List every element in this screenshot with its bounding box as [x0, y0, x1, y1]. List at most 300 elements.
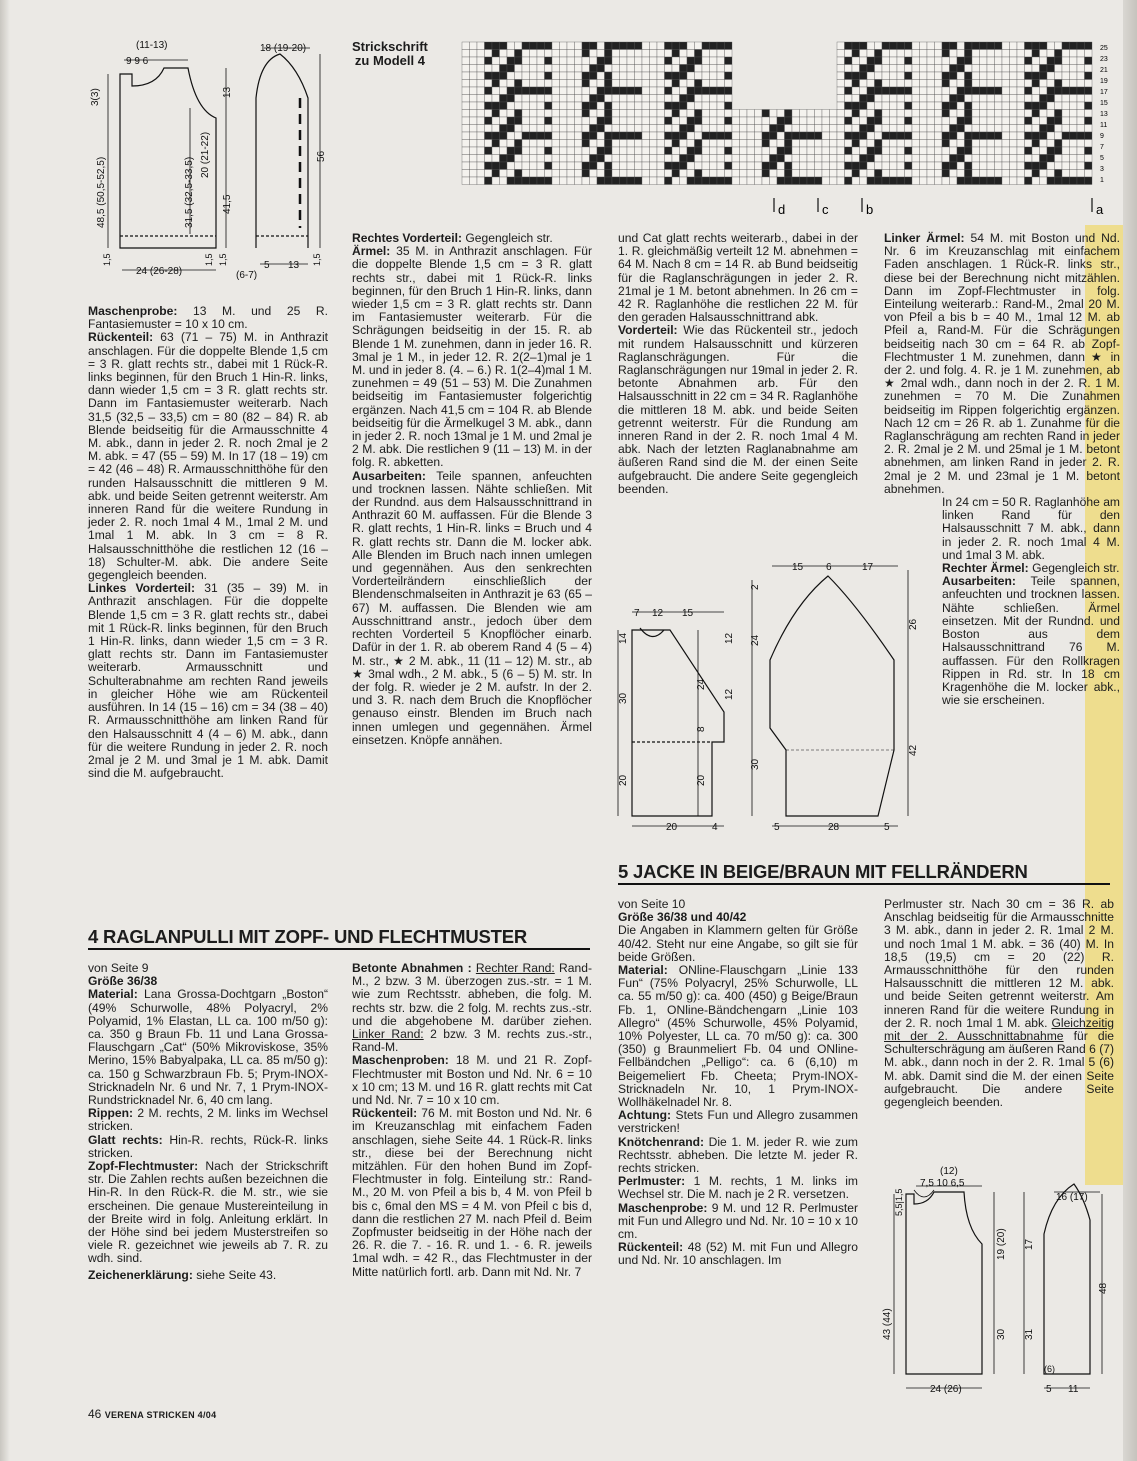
chart-cell	[680, 155, 688, 163]
chart-cell	[1002, 42, 1010, 50]
chart-cell	[747, 117, 755, 125]
chart-cell	[1017, 87, 1025, 95]
chart-cell	[470, 155, 478, 163]
chart-cell	[597, 72, 605, 80]
chart-cell	[717, 80, 725, 88]
chart-row-number: 9	[1100, 133, 1104, 140]
chart-cell	[620, 65, 628, 73]
chart-cell	[1070, 87, 1078, 95]
chart-row-number: 15	[1100, 100, 1108, 107]
chart-cell	[545, 162, 553, 170]
chart-cell	[470, 125, 478, 133]
chart-cell	[1032, 155, 1040, 163]
chart-cell	[1085, 177, 1093, 185]
chart-cell	[1070, 110, 1078, 118]
chart-cell	[560, 117, 568, 125]
chart-cell	[942, 95, 950, 103]
chart-cell	[905, 50, 913, 58]
chart-cell	[935, 170, 943, 178]
chart-cell	[530, 147, 538, 155]
chart-cell	[860, 65, 868, 73]
chart-cell	[837, 170, 845, 178]
chart-cell	[635, 117, 643, 125]
chart-cell	[680, 42, 688, 50]
text-zeichenerklaerung: siehe Seite 43.	[192, 1267, 277, 1282]
chart-cell	[867, 65, 875, 73]
chart-cell	[830, 125, 838, 133]
chart-cell	[590, 65, 598, 73]
chart-cell	[470, 65, 478, 73]
chart-cell	[927, 65, 935, 73]
chart-cell	[567, 102, 575, 110]
chart-cell	[635, 125, 643, 133]
chart-cell	[980, 50, 988, 58]
chart-cell	[1062, 140, 1070, 148]
chart-cell	[605, 57, 613, 65]
chart-cell	[995, 110, 1003, 118]
chart-cell	[522, 177, 530, 185]
chart-cell	[642, 110, 650, 118]
chart-cell	[717, 117, 725, 125]
chart-cell	[680, 162, 688, 170]
chart-cell	[897, 117, 905, 125]
chart-cell	[770, 140, 778, 148]
chart-cell	[515, 117, 523, 125]
chart-cell	[627, 80, 635, 88]
text-achtung: Stets Fun und Allegro zusammen verstricken!	[618, 1108, 858, 1136]
dim-shoulder: 3(3)	[90, 88, 101, 106]
chart-cell	[890, 65, 898, 73]
chart-cell	[507, 140, 515, 148]
chart-cell	[590, 147, 598, 155]
chart-cell	[987, 170, 995, 178]
chart-cell	[1002, 50, 1010, 58]
chart-cell	[950, 117, 958, 125]
chart-marker-d: d	[778, 202, 786, 217]
chart-cell	[867, 132, 875, 140]
chart-cell	[837, 140, 845, 148]
chart-cell	[642, 65, 650, 73]
chart-cell	[905, 87, 913, 95]
chart-cell	[1070, 72, 1078, 80]
chart-cell	[740, 132, 748, 140]
dim-j-left55: 5,5|1,5	[894, 1188, 904, 1216]
chart-cell	[627, 72, 635, 80]
chart-cell	[912, 117, 920, 125]
chart-cell	[965, 177, 973, 185]
chart-cell	[575, 110, 583, 118]
chart-cell	[687, 102, 695, 110]
chart-cell	[1040, 132, 1048, 140]
chart-cell	[1085, 140, 1093, 148]
chart-cell	[537, 50, 545, 58]
chart-cell	[852, 42, 860, 50]
chart-cell	[987, 50, 995, 58]
chart-cell	[860, 87, 868, 95]
chart-cell	[897, 80, 905, 88]
chart-cell	[477, 72, 485, 80]
text-maschenprobe: 13 M. und 25 R. Fantasiemuster = 10 x 10 cm.	[88, 304, 328, 332]
chart-cell	[1040, 65, 1048, 73]
chart-cell	[560, 132, 568, 140]
chart-cell	[852, 155, 860, 163]
chart-cell	[935, 117, 943, 125]
chart-cell	[747, 147, 755, 155]
chart-cell	[485, 80, 493, 88]
chart-cell	[807, 125, 815, 133]
chart-cell	[800, 177, 808, 185]
chart-cell	[1017, 42, 1025, 50]
chart-cell	[777, 132, 785, 140]
chart-cell	[1047, 132, 1055, 140]
chart-cell	[837, 155, 845, 163]
chart-cell	[920, 65, 928, 73]
chart-cell	[635, 57, 643, 65]
chart-cell	[1032, 65, 1040, 73]
chart-cell	[702, 117, 710, 125]
chart-cell	[492, 170, 500, 178]
chart-cell	[560, 72, 568, 80]
chart-cell	[972, 140, 980, 148]
chart-cell	[1085, 125, 1093, 133]
chart-cell	[837, 95, 845, 103]
chart-cell	[845, 80, 853, 88]
chart-cell	[882, 87, 890, 95]
chart-cell	[702, 87, 710, 95]
chart-cell	[627, 65, 635, 73]
chart-cell	[522, 132, 530, 140]
chart-cell	[507, 87, 515, 95]
chart-cell	[552, 170, 560, 178]
chart-cell	[597, 87, 605, 95]
chart-cell	[957, 140, 965, 148]
chart-cell	[725, 72, 733, 80]
column-3	[618, 232, 858, 496]
chart-cell	[800, 140, 808, 148]
chart-cell	[755, 132, 763, 140]
chart-cell	[515, 72, 523, 80]
chart-cell	[920, 147, 928, 155]
chart-cell	[680, 80, 688, 88]
chart-cell	[942, 102, 950, 110]
chart-cell	[785, 110, 793, 118]
chart-cell	[890, 57, 898, 65]
chart-cell	[537, 95, 545, 103]
dim-f-top2: 12	[652, 608, 664, 619]
chart-cell	[935, 72, 943, 80]
chart-cell	[852, 140, 860, 148]
chart-cell	[522, 102, 530, 110]
text-aermel: 35 M. in Anthrazit anschlagen. Für die doppelte Blende 1,5 cm = 3 R. glatt rechts str., dabei mit 1 Rück-R. links beginnen, für den Bruch 1 Hin-R. links, dann wieder 1,5 cm = 3 R. glatt rechts str. Dann im Fantasiemuster weiterarb. Für die Schrägungen beidseitig in der 15. R. ab Blende 1 M. zunehmen, dann in jeder 16. R. 3mal je 1 M., in jeder 12. R. 2(2–1)mal je 1 M. und in jeder 8. (4. – 6.) R. 1(2–4)mal 1 M. zunehmen = 49 (51 – 53) M. Die Zunahmen beidseitig im Fantasiemuster folgerichtig ergänzen. Nach 41,5 cm = 104 R. ab Blende beidseitig für die Ärmelkugel 3 M. abk., dann in jeder 2. R. noch 13mal je 1 M. und 2mal je 2 M. abk. Die restlichen 9 (11 – 13) M. in der folg. R. abketten.	[352, 244, 592, 470]
chart-cell	[845, 147, 853, 155]
chart-cell	[725, 87, 733, 95]
chart-cell	[500, 95, 508, 103]
chart-cell	[1017, 50, 1025, 58]
chart-cell	[695, 162, 703, 170]
chart-cell	[567, 117, 575, 125]
chart-cell	[530, 102, 538, 110]
chart-cell	[725, 80, 733, 88]
chart-cell	[965, 72, 973, 80]
chart-cell	[552, 155, 560, 163]
chart-cell	[597, 110, 605, 118]
chart-cell	[590, 177, 598, 185]
chart-cell	[627, 177, 635, 185]
chart-cell	[897, 140, 905, 148]
chart-cell	[957, 170, 965, 178]
chart-cell	[522, 42, 530, 50]
chart-cell	[560, 57, 568, 65]
chart-cell	[815, 125, 823, 133]
chart-cell	[530, 72, 538, 80]
chart-cell	[725, 110, 733, 118]
chart-cell	[950, 72, 958, 80]
chart-cell	[695, 147, 703, 155]
chart-cell	[987, 72, 995, 80]
chart-cell	[620, 80, 628, 88]
chart-cell	[597, 140, 605, 148]
chart-cell	[762, 162, 770, 170]
chart-cell	[552, 57, 560, 65]
chart-cell	[912, 57, 920, 65]
chart-cell	[875, 110, 883, 118]
chart-cell	[1077, 72, 1085, 80]
chart-cell	[755, 110, 763, 118]
chart-cell	[845, 170, 853, 178]
chart-cell	[1070, 102, 1078, 110]
label-ausarbeiten-2: Ausarbeiten:	[942, 574, 1016, 589]
chart-cell	[927, 42, 935, 50]
chart-cell	[1077, 110, 1085, 118]
chart-cell	[492, 155, 500, 163]
chart-cell	[815, 140, 823, 148]
chart-cell	[807, 117, 815, 125]
chart-cell	[1055, 162, 1063, 170]
chart-cell	[500, 155, 508, 163]
chart-cell	[537, 147, 545, 155]
chart-cell	[1062, 125, 1070, 133]
chart-cell	[492, 125, 500, 133]
chart-cell	[635, 140, 643, 148]
chart-cell	[590, 132, 598, 140]
chart-cell	[882, 57, 890, 65]
chart-cell	[1070, 155, 1078, 163]
chart-cell	[627, 50, 635, 58]
chart-cell	[522, 125, 530, 133]
chart-cell	[927, 117, 935, 125]
chart-cell	[1070, 57, 1078, 65]
chart-cell	[627, 132, 635, 140]
chart-cell	[1055, 65, 1063, 73]
chart-cell	[537, 42, 545, 50]
chart-cell	[725, 147, 733, 155]
chart-cell	[972, 72, 980, 80]
chart-cell	[1040, 155, 1048, 163]
label-achtung: Achtung:	[618, 1108, 672, 1123]
chart-cell	[515, 80, 523, 88]
chart-cell	[785, 125, 793, 133]
chart-cell	[470, 110, 478, 118]
chart-cell	[635, 162, 643, 170]
chart-cell	[1010, 72, 1018, 80]
dim-f-bottom20: 20	[666, 822, 678, 833]
chart-cell	[627, 147, 635, 155]
chart-cell	[567, 162, 575, 170]
chart-cell	[852, 95, 860, 103]
chart-cell	[627, 140, 635, 148]
chart-cell	[612, 125, 620, 133]
chart-cell	[995, 102, 1003, 110]
chart-cell	[845, 162, 853, 170]
chart-cell	[972, 87, 980, 95]
chart-cell	[1062, 162, 1070, 170]
chart-cell	[837, 110, 845, 118]
chart-cell	[1040, 110, 1048, 118]
chart-cell	[500, 50, 508, 58]
chart-cell	[515, 140, 523, 148]
chart-cell	[605, 177, 613, 185]
chart-cell	[935, 162, 943, 170]
chart-cell	[725, 125, 733, 133]
chart-cell	[597, 177, 605, 185]
chart-cell	[912, 177, 920, 185]
chart-cell	[1010, 162, 1018, 170]
chart-cell	[1032, 125, 1040, 133]
chart-cell	[1010, 170, 1018, 178]
chart-cell	[717, 170, 725, 178]
dim-sleeve-top: 18 (19-20)	[260, 43, 307, 54]
chart-cell	[665, 42, 673, 50]
chart-cell	[627, 162, 635, 170]
chart-cell	[1047, 80, 1055, 88]
chart-cell	[575, 42, 583, 50]
chart-cell	[867, 42, 875, 50]
chart-cell	[987, 80, 995, 88]
chart-cell	[1025, 170, 1033, 178]
chart-cell	[815, 132, 823, 140]
chart-cell	[500, 72, 508, 80]
chart-cell	[537, 125, 545, 133]
chart-cell	[545, 50, 553, 58]
chart-cell	[702, 155, 710, 163]
dim-f-top1: 7	[634, 608, 640, 619]
chart-cell	[597, 65, 605, 73]
chart-cell	[507, 177, 515, 185]
chart-cell	[507, 147, 515, 155]
chart-cell	[852, 80, 860, 88]
chart-cell	[882, 140, 890, 148]
chart-cell	[912, 147, 920, 155]
dim-s-top15: 15	[792, 562, 804, 573]
chart-cell	[935, 177, 943, 185]
chart-cell	[672, 117, 680, 125]
chart-cell	[470, 170, 478, 178]
chart-cell	[830, 140, 838, 148]
chart-cell	[920, 95, 928, 103]
chart-cell	[965, 57, 973, 65]
chart-cell	[560, 155, 568, 163]
chart-cell	[845, 87, 853, 95]
chart-cell	[470, 140, 478, 148]
chart-cell	[972, 95, 980, 103]
chart-cell	[665, 117, 673, 125]
chart-cell	[995, 42, 1003, 50]
chart-cell	[1077, 162, 1085, 170]
chart-cell	[927, 110, 935, 118]
chart-cell	[1062, 147, 1070, 155]
chart-cell	[762, 117, 770, 125]
chart-cell	[545, 65, 553, 73]
chart-cell	[935, 87, 943, 95]
chart-cell	[1010, 50, 1018, 58]
chart-cell	[1032, 110, 1040, 118]
chart-cell	[725, 155, 733, 163]
chart-cell	[575, 87, 583, 95]
chart-cell	[980, 125, 988, 133]
chart-cell	[635, 102, 643, 110]
chart-cell	[1040, 80, 1048, 88]
chart-cell	[635, 155, 643, 163]
chart-cell	[897, 170, 905, 178]
chart-cell	[500, 80, 508, 88]
chart-cell	[575, 177, 583, 185]
chart-cell	[470, 72, 478, 80]
text-betonte-abnahmen: Rand-M., 2 bzw. 3 M. überzogen zus.-str. = 1 M. wie zum Rechtsstr. abheben, die folg. M. rechts str. bzw. die 2 folg. M. rechts zus.-str. und die abgehobene M. darüber ziehen.	[352, 961, 592, 1028]
chart-cell	[650, 170, 658, 178]
chart-cell	[777, 117, 785, 125]
dim-j-mid17: 17	[1024, 1238, 1035, 1250]
chart-cell	[830, 110, 838, 118]
chart-cell	[470, 162, 478, 170]
chart-cell	[725, 140, 733, 148]
chart-cell	[725, 177, 733, 185]
dim-sleeve-41: 41,5	[222, 194, 233, 214]
chart-cell	[875, 125, 883, 133]
dim-cuff-4: 1,5	[312, 253, 322, 266]
chart-cell	[807, 140, 815, 148]
chart-cell	[1010, 95, 1018, 103]
chart-cell	[912, 155, 920, 163]
chart-cell	[477, 80, 485, 88]
chart-cell	[485, 42, 493, 50]
chart-cell	[935, 110, 943, 118]
chart-cell	[905, 42, 913, 50]
chart-cell	[590, 95, 598, 103]
chart-cell	[657, 102, 665, 110]
chart-cell	[1040, 57, 1048, 65]
chart-cell	[642, 72, 650, 80]
chart-cell	[897, 57, 905, 65]
chart-cell	[710, 110, 718, 118]
chart-cell	[575, 162, 583, 170]
chart-cell	[785, 170, 793, 178]
chart-cell	[927, 57, 935, 65]
chart-cell	[837, 42, 845, 50]
text-rueckenteil-5: 48 (52) M. mit Fun und Allegro und Nd. Nr. 10 anschlagen. Im	[618, 1240, 858, 1268]
chart-cell	[1002, 155, 1010, 163]
chart-cell	[590, 50, 598, 58]
page-number: 46	[88, 1407, 102, 1421]
dim-j-right16: 16 (17)	[1056, 1192, 1088, 1203]
chart-marker-b: b	[866, 202, 874, 217]
chart-cell	[1062, 117, 1070, 125]
chart-cell	[575, 140, 583, 148]
chart-cell	[1010, 147, 1018, 155]
chart-cell	[800, 110, 808, 118]
chart-cell	[710, 72, 718, 80]
chart-cell	[860, 140, 868, 148]
chart-cell	[920, 132, 928, 140]
